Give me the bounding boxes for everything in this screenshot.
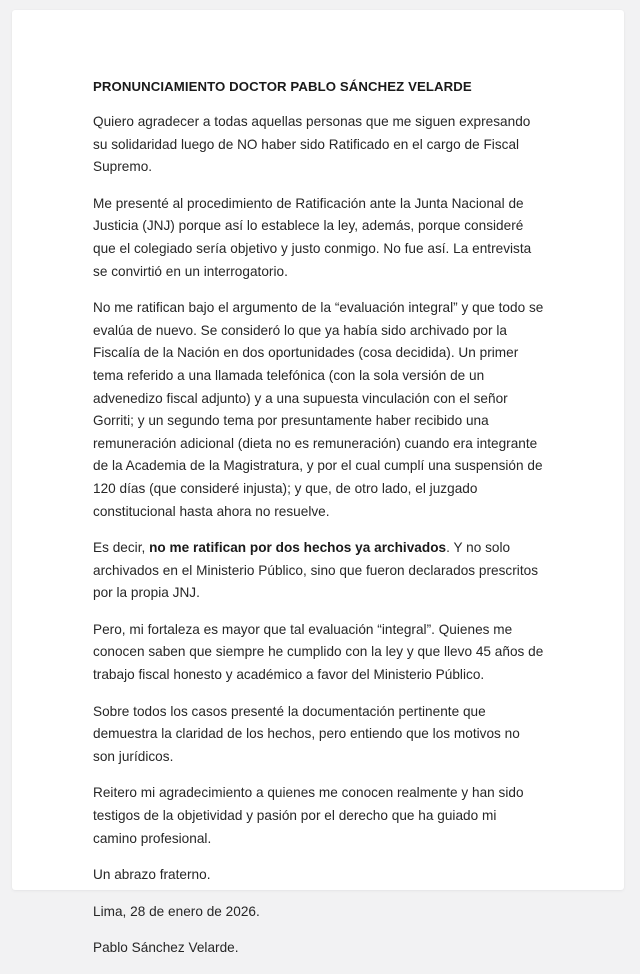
- document-body: [93, 78, 544, 974]
- place-and-date: Lima, 28 de enero de 2026.: [93, 903, 260, 919]
- paragraph-2: Me presenté al procedimiento de Ratificación ante la Junta Nacional de Justicia (JNJ) porque así lo establece la ley, además, porque consideré que el colegiado sería objetivo y justo conmigo. No fue así. La entrevista se convirtió en un interrogatorio.: [93, 195, 532, 279]
- signature-name: Pablo Sánchez Velarde.: [93, 940, 239, 956]
- paragraph-6: Sobre todos los casos presenté la documentación pertinente que demuestra la claridad de los hechos, pero entiendo que los motivos no son jurídicos.: [93, 703, 520, 764]
- paragraph-4-tail: . Y no solo archivados en el Ministerio Público, sino que fueron declarados prescritos por la propia JNJ.: [93, 540, 539, 601]
- paragraph-7: Reitero mi agradecimiento a quienes me conocen realmente y han sido testigos de la objetividad y pasión por el derecho que ha guiado mi camino profesional.: [93, 785, 524, 846]
- paragraph-4: [93, 537, 544, 605]
- page-title: PRONUNCIAMIENTO DOCTOR PABLO SÁNCHEZ VELARDE: [93, 79, 472, 94]
- paragraph-1: Quiero agradecer a todas aquellas personas que me siguen expresando su solidaridad luego de NO haber sido Ratificado en el cargo de Fiscal Supremo.: [93, 114, 531, 175]
- paragraph-4-lead: Es decir,: [93, 540, 150, 556]
- document-page: [12, 10, 624, 956]
- paragraph-5: Pero, mi fortaleza es mayor que tal evaluación “integral”. Quienes me conocen saben que siempre he cumplido con la ley y que llevo 45 años de trabajo fiscal honesto y académico a favor del Ministerio Público.: [93, 621, 544, 683]
- paragraph-4-emphasis: no me ratifican por dos hechos ya archivados: [149, 540, 447, 556]
- closing-salutation: Un abrazo fraterno.: [93, 867, 211, 883]
- paragraph-3: No me ratifican bajo el argumento de la “evaluación integral” y que todo se evalúa de nuevo. Se consideró lo que ya había sido archivado por la Fiscalía de la Nación en dos oportunidades (cosa decidida). Un primer tema referido a una llamada telefónica (con la sola versión de un advenedizo fiscal adjunto) y a una supuesta vinculación con el señor Gorriti; y un segundo tema por presuntamente haber recibido una remuneración adicional (dieta no es remuneración) cuando era integrante de la Academia de la Magistratura, y por el cual cumplí una suspensión de 120 días (que consideré injusta); y que, de otro lado, el juzgado constitucional hasta ahora no resuelve.: [93, 300, 544, 519]
